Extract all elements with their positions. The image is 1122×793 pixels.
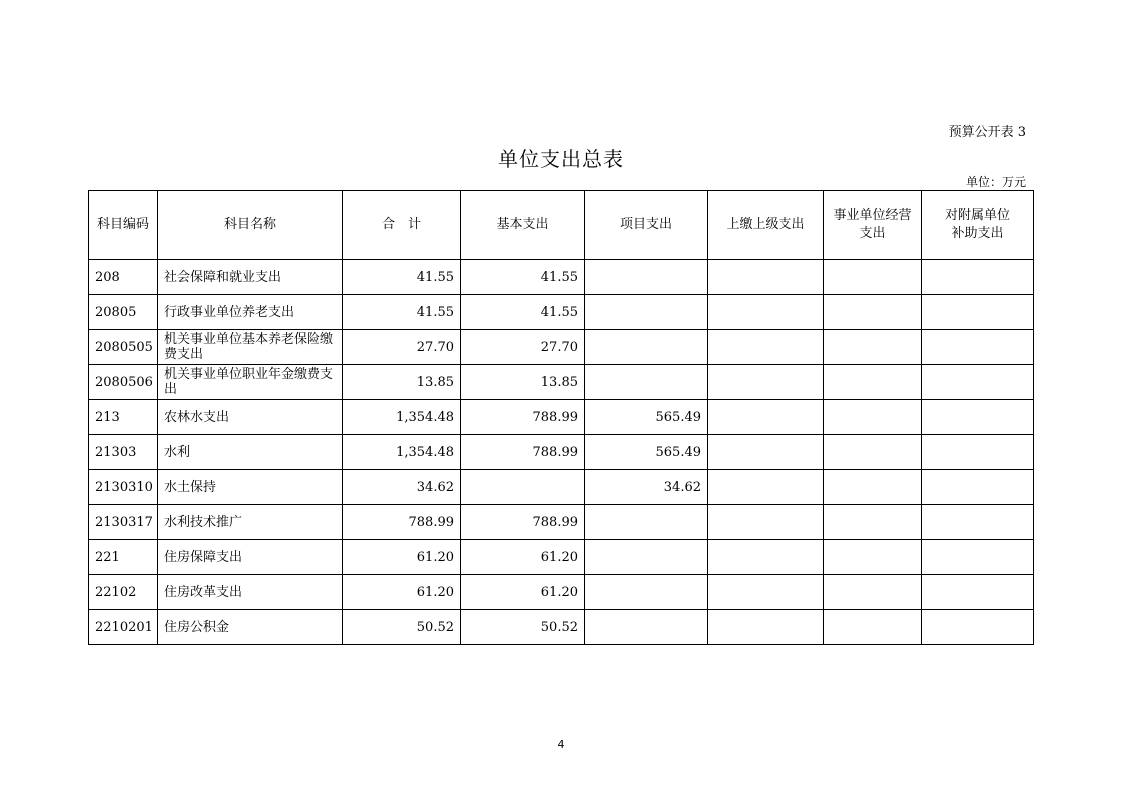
page-number: 4	[557, 738, 565, 751]
cell-name: 住房公积金	[158, 610, 343, 645]
cell-basic	[461, 470, 585, 505]
table-row	[89, 365, 1034, 400]
cell-upper	[708, 330, 824, 365]
cell-code: 221	[89, 540, 158, 575]
table-header-row	[89, 191, 1034, 260]
cell-subsidy	[922, 540, 1034, 575]
cell-total: 13.85	[343, 365, 461, 400]
cell-basic: 41.55	[461, 260, 585, 295]
cell-name: 机关事业单位职业年金缴费支出	[158, 365, 343, 400]
table-row	[89, 330, 1034, 365]
cell-upper	[708, 365, 824, 400]
cell-code: 22102	[89, 575, 158, 610]
cell-subsidy	[922, 365, 1034, 400]
cell-subsidy	[922, 610, 1034, 645]
cell-basic: 61.20	[461, 575, 585, 610]
cell-project: 565.49	[585, 400, 708, 435]
cell-code: 20805	[89, 295, 158, 330]
form-number: 预算公开表 3	[948, 125, 1026, 140]
table-row	[89, 610, 1034, 645]
cell-subsidy	[922, 505, 1034, 540]
header-business: 事业单位经营 支出	[824, 191, 922, 260]
cell-business	[824, 365, 922, 400]
page-title: 单位支出总表	[498, 147, 624, 171]
table-row	[89, 540, 1034, 575]
table-row	[89, 295, 1034, 330]
cell-upper	[708, 470, 824, 505]
unit-label: 单位：万元	[965, 175, 1026, 189]
cell-basic: 788.99	[461, 400, 585, 435]
cell-project	[585, 610, 708, 645]
header-upper: 上缴上级支出	[708, 191, 824, 260]
cell-project: 565.49	[585, 435, 708, 470]
cell-basic: 788.99	[461, 505, 585, 540]
cell-total: 61.20	[343, 540, 461, 575]
cell-basic: 50.52	[461, 610, 585, 645]
header-subsidy: 对附属单位 补助支出	[922, 191, 1034, 260]
cell-project: 34.62	[585, 470, 708, 505]
cell-code: 21303	[89, 435, 158, 470]
cell-business	[824, 330, 922, 365]
cell-business	[824, 470, 922, 505]
cell-business	[824, 400, 922, 435]
cell-code: 2130317	[89, 505, 158, 540]
cell-subsidy	[922, 260, 1034, 295]
cell-upper	[708, 505, 824, 540]
cell-business	[824, 610, 922, 645]
cell-code: 2130310	[89, 470, 158, 505]
cell-total: 61.20	[343, 575, 461, 610]
header-basic: 基本支出	[461, 191, 585, 260]
cell-upper	[708, 260, 824, 295]
cell-subsidy	[922, 470, 1034, 505]
header-project: 项目支出	[585, 191, 708, 260]
table-row	[89, 575, 1034, 610]
cell-total: 34.62	[343, 470, 461, 505]
cell-total: 1,354.48	[343, 400, 461, 435]
cell-upper	[708, 295, 824, 330]
cell-upper	[708, 540, 824, 575]
cell-subsidy	[922, 435, 1034, 470]
cell-code: 2080505	[89, 330, 158, 365]
cell-project	[585, 260, 708, 295]
cell-name: 住房保障支出	[158, 540, 343, 575]
cell-subsidy	[922, 295, 1034, 330]
cell-name: 机关事业单位基本养老保险缴费支出	[158, 330, 343, 365]
cell-upper	[708, 400, 824, 435]
cell-name: 行政事业单位养老支出	[158, 295, 343, 330]
cell-total: 1,354.48	[343, 435, 461, 470]
cell-total: 50.52	[343, 610, 461, 645]
cell-upper	[708, 575, 824, 610]
header-total: 合 计	[343, 191, 461, 260]
cell-business	[824, 260, 922, 295]
cell-name: 水利	[158, 435, 343, 470]
cell-project	[585, 330, 708, 365]
table-row	[89, 505, 1034, 540]
cell-business	[824, 540, 922, 575]
cell-upper	[708, 435, 824, 470]
cell-basic: 27.70	[461, 330, 585, 365]
cell-name: 水土保持	[158, 470, 343, 505]
header-name: 科目名称	[158, 191, 343, 260]
cell-basic: 13.85	[461, 365, 585, 400]
cell-subsidy	[922, 330, 1034, 365]
cell-total: 27.70	[343, 330, 461, 365]
cell-subsidy	[922, 400, 1034, 435]
cell-business	[824, 575, 922, 610]
cell-basic: 41.55	[461, 295, 585, 330]
table-row	[89, 470, 1034, 505]
cell-business	[824, 505, 922, 540]
cell-code: 2080506	[89, 365, 158, 400]
cell-name: 住房改革支出	[158, 575, 343, 610]
cell-name: 社会保障和就业支出	[158, 260, 343, 295]
cell-project	[585, 505, 708, 540]
cell-project	[585, 295, 708, 330]
cell-total: 788.99	[343, 505, 461, 540]
cell-name: 农林水支出	[158, 400, 343, 435]
cell-name: 水利技术推广	[158, 505, 343, 540]
cell-basic: 788.99	[461, 435, 585, 470]
cell-subsidy	[922, 575, 1034, 610]
table-row	[89, 435, 1034, 470]
cell-total: 41.55	[343, 295, 461, 330]
cell-business	[824, 295, 922, 330]
header-code: 科目编码	[89, 191, 158, 260]
cell-project	[585, 575, 708, 610]
cell-upper	[708, 610, 824, 645]
cell-project	[585, 365, 708, 400]
expenditure-table	[88, 190, 1034, 645]
cell-basic: 61.20	[461, 540, 585, 575]
table-row	[89, 260, 1034, 295]
cell-code: 2210201	[89, 610, 158, 645]
cell-project	[585, 540, 708, 575]
cell-code: 208	[89, 260, 158, 295]
table-row	[89, 400, 1034, 435]
cell-total: 41.55	[343, 260, 461, 295]
cell-code: 213	[89, 400, 158, 435]
cell-business	[824, 435, 922, 470]
